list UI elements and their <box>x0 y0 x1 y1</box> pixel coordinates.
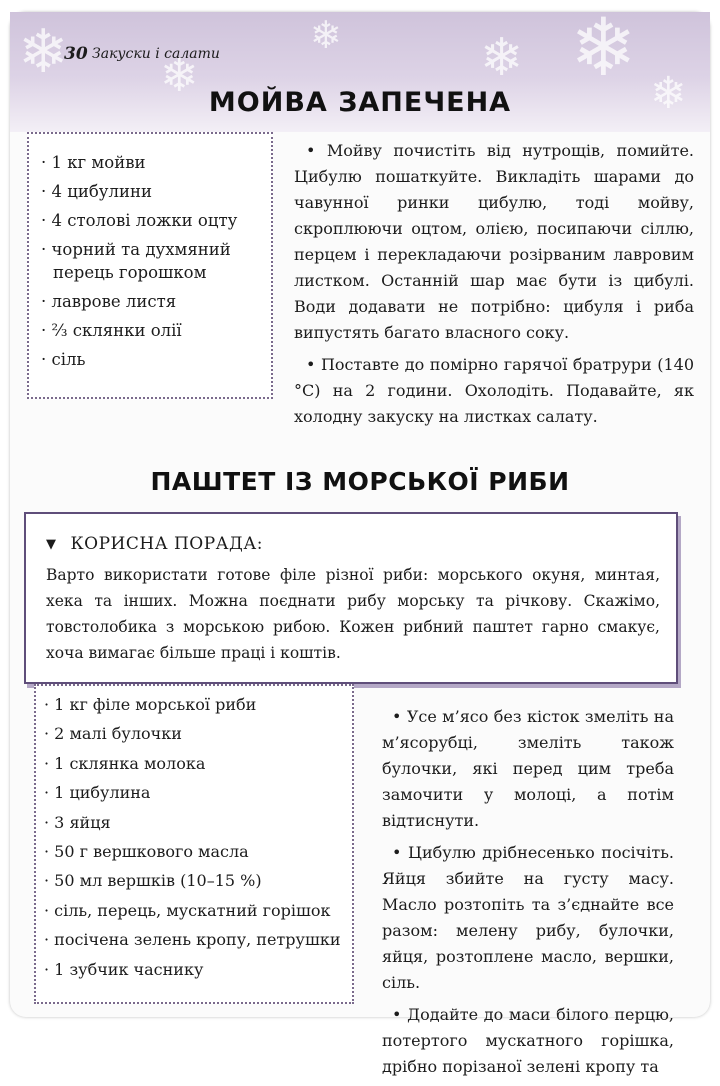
book-page <box>10 1 710 1076</box>
ingredient-item: · сіль <box>41 350 86 369</box>
snowflake-icon: ❄ <box>650 68 687 119</box>
ingredient-item: · 2 малі булочки <box>44 724 182 744</box>
tip-heading <box>46 534 660 554</box>
triangle-down-icon: ▼ <box>46 537 57 552</box>
section-title: Закуски і салати <box>92 46 220 62</box>
recipe-title: ПАШТЕТ ІЗ МОРСЬКОЇ РИБИ <box>150 467 570 496</box>
ingredient-item: · посічена зелень кропу, петрушки <box>44 930 341 950</box>
recipe-steps <box>382 704 674 1086</box>
ingredient-item: · 4 столові ложки оцту <box>41 211 238 230</box>
ingredient-item: · 3 яйця <box>44 812 111 832</box>
snowflake-icon: ❄ <box>570 1 638 94</box>
snowflake-icon: ❄ <box>480 28 524 88</box>
ingredient-item: · 50 г вершкового масла <box>44 842 249 862</box>
ingredient-item: · лаврове листя <box>41 292 177 311</box>
ingredient-item: · чорний та духмяний <box>41 240 231 259</box>
step-paragraph: • Усе м’ясо без кісток змеліть на м’ясорубці, змеліть також булочки, які перед цим треба замочити у молоці, а потім відтиснути. <box>382 707 674 830</box>
step-paragraph: • Мойву почистіть від нутрощів, помийте. Цибулю пошаткуйте. Викладіть шарами до чавунної ринки цибулю, тоді мойву, скроплюючи оцтом, олією, посипаючи сіллю, перцем і перекладаючи розірваним лавровим листком. Останній шар має бути із цибулі. Води додавати не потрібно: цибуля і риба випустять багато власного соку. <box>294 141 694 342</box>
snowflake-icon: ❄ <box>18 17 69 87</box>
ingredient-item: · 1 склянка молока <box>44 753 206 773</box>
ingredient-item: · сіль, перець, мускатний горішок <box>44 900 331 920</box>
ingredient-item: · 1 цибулина <box>44 783 151 803</box>
ingredient-item: · 1 кг філе морської риби <box>44 695 257 714</box>
tip-heading-label: КОРИСНА ПОРАДА: <box>70 534 263 554</box>
snowflake-icon: ❄ <box>310 13 342 57</box>
step-paragraph: • Поставте до помірно гарячої братрури (140 °С) на 2 години. Охолодіть. Подавайте, як холодну закуску на листках салату. <box>294 355 694 426</box>
tip-box <box>24 512 678 684</box>
ingredient-item: · 1 кг мойви <box>41 153 146 172</box>
ingredient-item: · 1 зубчик часнику <box>44 959 204 979</box>
recipe-steps <box>294 138 694 436</box>
step-paragraph: • Додайте до маси білого перцю, потертого мускатного горішка, дрібно порізаної зелені кропу та <box>382 1005 674 1076</box>
recipe-title: МОЙВА ЗАПЕЧЕНА <box>208 87 512 118</box>
ingredient-item: · ⅔ склянки олії <box>41 321 182 340</box>
ingredient-item: · 50 мл вершків (10–15 %) <box>44 871 262 891</box>
page-number: 30 <box>64 44 88 64</box>
snowflake-icon: ❄ <box>160 48 199 102</box>
step-paragraph: • Цибулю дрібнесенько посічіть. Яйця збийте на густу масу. Масло розтопіть та з’єднайте все разом: мелену рибу, булочки, яйця, розтоплене масло, вершки, сіль. <box>382 843 674 992</box>
ingredients-box <box>34 684 354 1004</box>
ingredient-item: · 4 цибулини <box>41 182 152 201</box>
ingredients-box <box>27 132 273 399</box>
ingredient-item: перець горошком <box>53 263 207 282</box>
tip-text: Варто використати готове філе різної риби: морського окуня, минтая, хека та інших. Можна поєднати рибу морську та річкову. Скажімо, товстолобика з морською рибою. Кожен рибний паштет гарно смакує, хоча вимагає більше праці і коштів. <box>46 566 660 662</box>
